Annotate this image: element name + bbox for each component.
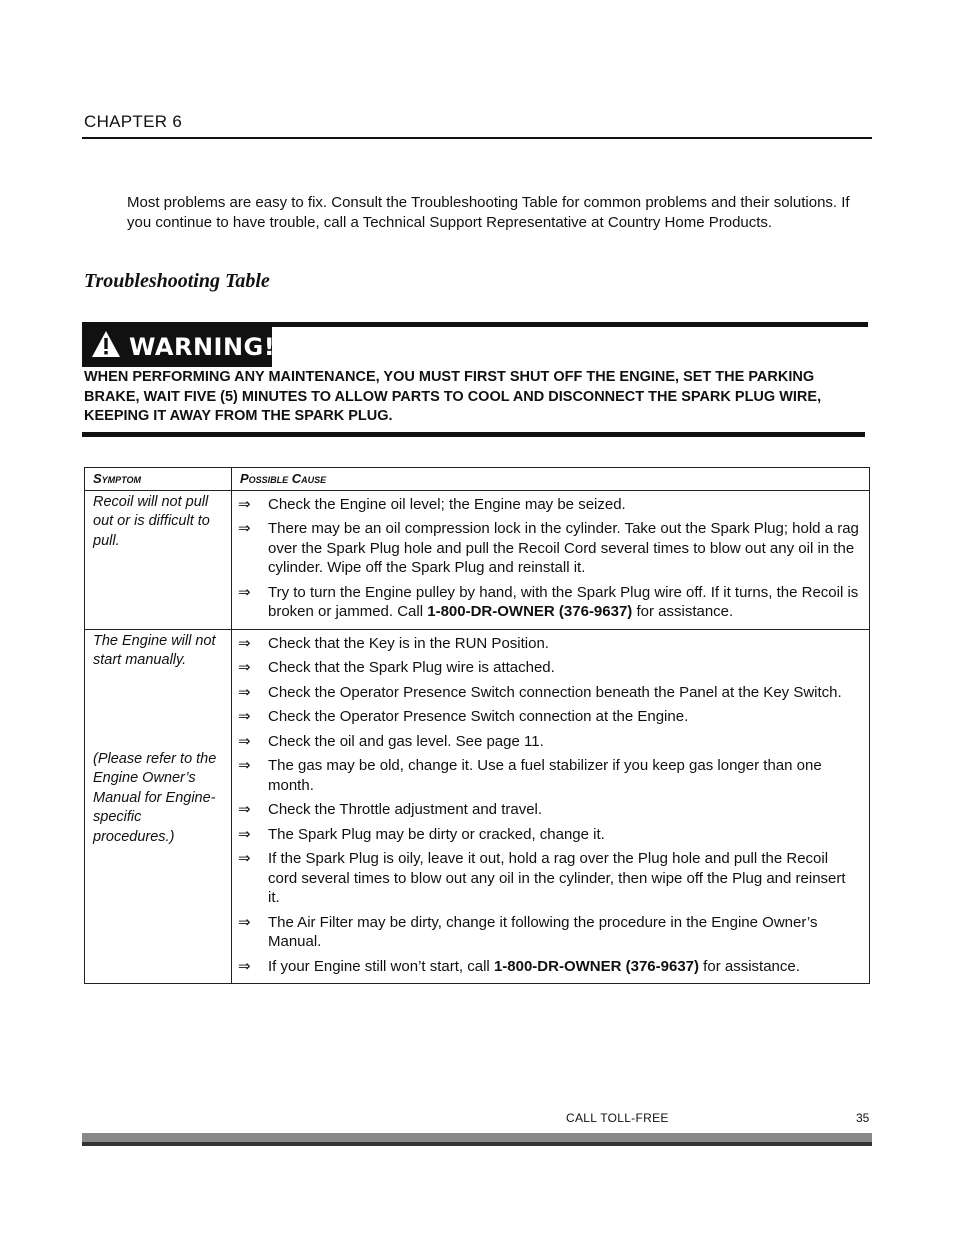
symptom-cell	[85, 629, 232, 984]
cause-item	[238, 658, 861, 678]
double-arrow-icon: ⇒	[238, 732, 251, 750]
cause-text: Check the Operator Presence Switch connection at the Engine.	[268, 708, 689, 725]
cause-text: The Spark Plug may be dirty or cracked, change it.	[268, 825, 605, 843]
warning-text: WHEN PERFORMING ANY MAINTENANCE, YOU MUST FIRST SHUT OFF THE ENGINE, SET THE PARKING BRAKE, WAIT FIVE (5) MINUTES TO ALLOW PARTS TO COOL AND DISCONNECT THE SPARK PLUG WIRE, KEEPING IT AWAY FROM THE SPARK PLUG.	[84, 369, 822, 424]
cause-text: Check that the Spark Plug wire is attached.	[268, 659, 555, 676]
table-row	[85, 490, 870, 629]
footer-text: CALL TOLL-FREE	[566, 1111, 669, 1125]
double-arrow-icon: ⇒	[238, 957, 251, 975]
cause-text: Check the oil and gas level. See page 11.	[268, 732, 544, 750]
table-header-row	[85, 468, 870, 491]
double-arrow-icon: ⇒	[238, 825, 251, 843]
cause-item	[238, 957, 861, 977]
symptom-note: (Please refer to the Engine Owner’s Manual for Engine-specific procedures.)	[93, 750, 217, 845]
cause-cell	[232, 490, 870, 629]
cause-item	[238, 800, 861, 820]
double-arrow-icon: ⇒	[238, 708, 251, 725]
intro-paragraph: Most problems are easy to fix. Consult the Troubleshooting Table for common problems and their solutions. If you continue to have trouble, call a Technical Support Representative at Country Home Products.	[127, 194, 850, 231]
chapter-rule	[82, 137, 872, 139]
double-arrow-icon: ⇒	[238, 913, 251, 931]
exclamation-triangle-icon	[91, 330, 121, 363]
footer-band	[82, 1133, 872, 1146]
cause-text: The gas may be old, change it. Use a fuel stabilizer if you keep gas longer than one month.	[268, 757, 822, 794]
troubleshooting-table	[84, 467, 870, 984]
cause-text: The Air Filter may be dirty, change it following the procedure in the Engine Owner’s Manual.	[268, 913, 818, 950]
cause-text: Check that the Key is in the RUN Position.	[268, 634, 549, 652]
cause-item	[238, 849, 861, 908]
cause-item	[238, 519, 861, 578]
table-row	[85, 629, 870, 984]
phone-number: 1-800-DR-OWNER (376-9637)	[427, 603, 633, 620]
cause-text: Try to turn the Engine pulley by hand, with the Spark Plug wire off. If it turns, the Recoil is broken or jammed. Call	[268, 583, 859, 620]
cause-item	[238, 683, 861, 703]
double-arrow-icon: ⇒	[238, 520, 251, 537]
double-arrow-icon: ⇒	[238, 659, 251, 676]
cause-text: Check the Operator Presence Switch connection beneath the Panel at the Key Switch.	[268, 683, 842, 701]
cause-text: If the Spark Plug is oily, leave it out, hold a rag over the Plug hole and pull the Recoil cord several times to blow out any oil in the cylinder, then wipe off the Plug and reinsert it.	[268, 850, 846, 906]
cause-text-end: for assistance.	[632, 603, 734, 620]
double-arrow-icon: ⇒	[238, 757, 251, 774]
double-arrow-icon: ⇒	[238, 634, 251, 652]
double-arrow-icon: ⇒	[238, 683, 251, 701]
cause-text: If your Engine still won’t start, call	[268, 957, 494, 975]
chapter-heading: CHAPTER 6	[84, 112, 183, 131]
header-symptom: Symptom	[85, 468, 232, 491]
cause-cell	[232, 629, 870, 984]
cause-item	[238, 732, 861, 752]
header-possible-cause: Possible Cause	[232, 468, 870, 491]
symptom-text: The Engine will not start manually.	[93, 632, 216, 668]
warning-label: WARNING!	[129, 332, 276, 361]
page-number: 35	[856, 1111, 870, 1125]
phone-number: 1-800-DR-OWNER (376-9637)	[493, 957, 700, 975]
cause-text: Check the Throttle adjustment and travel.	[268, 801, 543, 818]
symptom-cell	[85, 490, 232, 629]
cause-text: Check the Engine oil level; the Engine may be seized.	[268, 495, 626, 513]
cause-item	[238, 634, 861, 654]
section-title: Troubleshooting Table	[84, 270, 270, 292]
double-arrow-icon: ⇒	[238, 850, 251, 867]
cause-item	[238, 756, 861, 795]
cause-item	[238, 583, 861, 622]
cause-item	[238, 825, 861, 845]
double-arrow-icon: ⇒	[238, 583, 251, 601]
cause-text: There may be an oil compression lock in the cylinder. Take out the Spark Plug; hold a rag over the Spark Plug hole and pull the Recoil Cord several times to blow out any oil in the cylinder. Wipe off the Spark Plug and reinstall it.	[268, 520, 859, 576]
double-arrow-icon: ⇒	[238, 801, 251, 818]
double-arrow-icon: ⇒	[238, 495, 251, 513]
cause-list	[238, 634, 861, 977]
symptom-text: Recoil will not pull out or is difficult to pull.	[93, 493, 210, 549]
cause-item	[238, 495, 861, 515]
cause-text-end: for assistance.	[699, 957, 800, 975]
warning-bottom-rule	[82, 432, 865, 437]
cause-list	[238, 495, 861, 622]
warning-badge	[82, 326, 276, 367]
cause-item	[238, 707, 861, 727]
cause-item	[238, 913, 861, 952]
